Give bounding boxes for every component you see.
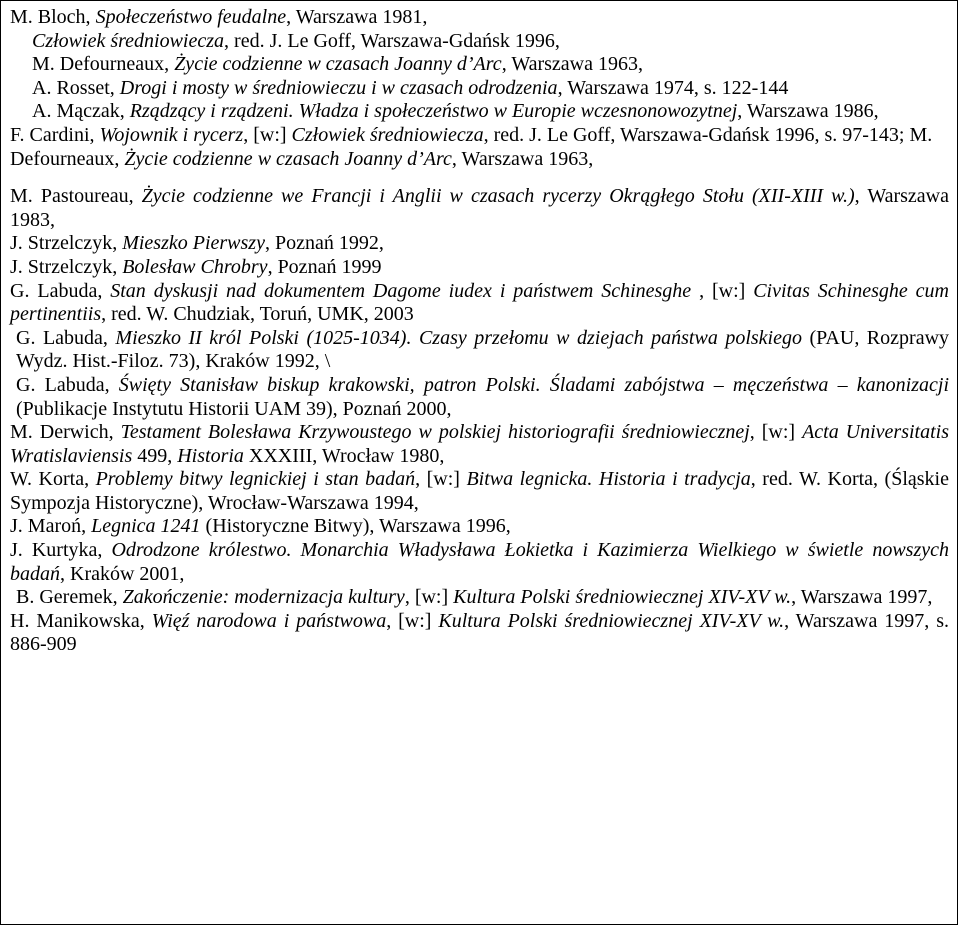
entry-title-text: Zakończenie: modernizacja kultury [122,586,405,609]
entry-text: , Warszawa 1983, [10,185,950,231]
entry-text: J. Strzelczyk, [10,232,123,255]
entry-text: , [w:] [386,609,439,632]
entry-text: XXXIII, Wrocław 1980, [243,444,445,467]
entry-title-text: Bitwa legnicka. Historia i tradycja [466,468,751,491]
bibliography-entry-rosset [10,77,949,101]
entry-title-text: Legnica 1241 [91,515,201,538]
entry-title-text: Kultura Polski średniowiecznej XIV-XV w. [438,609,785,632]
bibliography-entry-defourneaux-1 [10,53,949,77]
entry-text: M. Derwich, [10,421,121,444]
entry-title-text: Rządzący i rządzeni. Władza i społeczeństwo w Europie wczesnonowozytnej [129,100,738,123]
entry-text: , red. W. Korta, (Śląskie Sympozja Historyczne), Wrocław-Warszawa 1994, [10,468,949,514]
entry-text: M. Defourneaux, [32,53,175,76]
entry-title-text: Kultura Polski średniowiecznej XIV-XV w. [453,586,792,609]
entry-title-text: Święty Stanisław biskup krakowski, patron Polski. Śladami zabójstwa – męczeństwa – kanonizacji [118,373,949,396]
entry-title-text: Problemy bitwy legnickiej i stan badań [95,468,416,491]
entry-title-text: Społeczeństwo feudalne [95,6,287,28]
entry-text: A. Rosset, [32,76,120,99]
entry-title-text: Odrodzone królestwo. Monarchia Władysława Łokietka i Kazimierza Wielkiego w świetle nowszych badań [10,539,949,585]
entry-title-text: Bolesław Chrobry [122,255,268,278]
entry-text: , Warszawa 1997, s. 886-909 [10,609,950,656]
bibliography-entry-legoff-czlowiek [10,30,949,54]
entry-text: , Warszawa 1981, [286,6,428,28]
bibliography-list [10,6,949,657]
bibliography-entry-labuda-dagome [10,280,949,327]
entry-text: , Warszawa 1997, [791,586,933,609]
bibliography-entry-cardini [10,124,949,171]
bibliography-entry-geremek [10,586,949,610]
entry-text: , red. W. Chudziak, Toruń, UMK, 2003 [101,303,414,326]
bibliography-entry-maron [10,515,949,539]
bibliography-entry-pastoureau [10,185,949,232]
bibliography-entry-labuda-stanislaw [10,374,949,421]
entry-title-text: Civitas Schinesghe cum pertinentiis [10,279,949,326]
entry-title-text: Życie codzienne we Francji i Anglii w czasach rycerzy Okrągłego Stołu (XII-XIII w.) [141,185,855,208]
entry-title-text: Stan dyskusji nad dokumentem Dagome iudex i państwem Schinesghe [110,279,700,302]
entry-text: M. Pastoureau, [10,185,142,208]
entry-text: , Poznań 1999 [267,255,382,278]
bibliography-entry-bloch [10,6,949,30]
entry-text: , [w:] [749,421,803,444]
entry-title-text: Mieszko Pierwszy [122,232,265,255]
entry-title-text: Życie codzienne w czasach Joanny d’Arc [174,53,502,76]
entry-title-text: Testament Bolesława Krzywoustego w polskiej historiografii średniowiecznej [120,421,750,444]
entry-text: J. Maroń, [10,515,92,538]
entry-text: , Warszawa 1986, [737,100,879,123]
bibliography-entry-maczak [10,100,949,124]
entry-text: , [w:] [699,279,754,302]
bibliography-entry-derwich [10,421,949,468]
entry-text: (Historyczne Bitwy), Warszawa 1996, [200,515,511,538]
entry-text: , Warszawa 1963, [451,147,594,170]
entry-text: (Publikacje Instytutu Historii UAM 39), Poznań 2000, [16,397,452,420]
bibliography-entry-strzelczyk-boleslaw [10,256,949,280]
entry-text: A. Mączak, [32,100,130,123]
bibliography-entry-strzelczyk-mieszko [10,232,949,256]
entry-text: , Warszawa 1963, [501,53,643,76]
entry-title-text: Wojownik i rycerz [99,123,244,146]
bibliography-entry-labuda-mieszko [10,327,949,374]
entry-text: F. Cardini, [10,123,100,146]
entry-text: , [w:] [404,586,454,609]
entry-text: , Kraków 2001, [60,562,185,585]
entry-text: G. Labuda, [16,373,119,396]
entry-text: J. Kurtyka, [10,539,112,562]
entry-text: (PAU, Rozprawy Wydz. Hist.-Filoz. 73), Kraków 1992, \ [16,326,950,373]
entry-text: H. Manikowska, [10,609,152,632]
entry-title-text: Drogi i mosty w średniowieczu i w czasach odrodzenia [119,76,558,99]
entry-text: , [w:] [243,123,292,146]
entry-title-text: Acta Universitatis Wratislaviensis [10,421,950,467]
entry-title-text: Człowiek średniowiecza [32,29,225,52]
bibliography-entry-manikowska [10,610,949,657]
entry-text: , Poznań 1992, [264,232,384,255]
entry-text: G. Labuda, [16,326,116,349]
entry-text: , red. J. Le Goff, Warszawa-Gdańsk 1996, s. 97-143; M. Defourneaux, [10,123,933,170]
entry-text: M. Bloch, [10,6,96,28]
entry-text: , red. J. Le Goff, Warszawa-Gdańsk 1996, [224,29,560,52]
entry-text: J. Strzelczyk, [10,255,123,278]
bibliography-entry-korta [10,468,949,515]
entry-text: 499, [132,444,178,467]
entry-text: , [w:] [415,468,467,491]
entry-title-text: Więź narodowa i państwowa [151,609,387,632]
bibliography-entry-kurtyka [10,539,949,586]
entry-title-text: Mieszko II król Polski (1025-1034). Czasy przełomu w dziejach państwa polskiego [115,326,802,349]
entry-title-text: Historia [177,444,244,467]
entry-text: W. Korta, [10,468,96,491]
entry-text: B. Geremek, [16,586,123,609]
entry-text: G. Labuda, [10,279,111,302]
entry-title-text: Życie codzienne w czasach Joanny d’Arc [124,147,452,170]
entry-text: , Warszawa 1974, s. 122-144 [557,76,789,99]
entry-title-text: Człowiek średniowiecza [291,123,484,146]
